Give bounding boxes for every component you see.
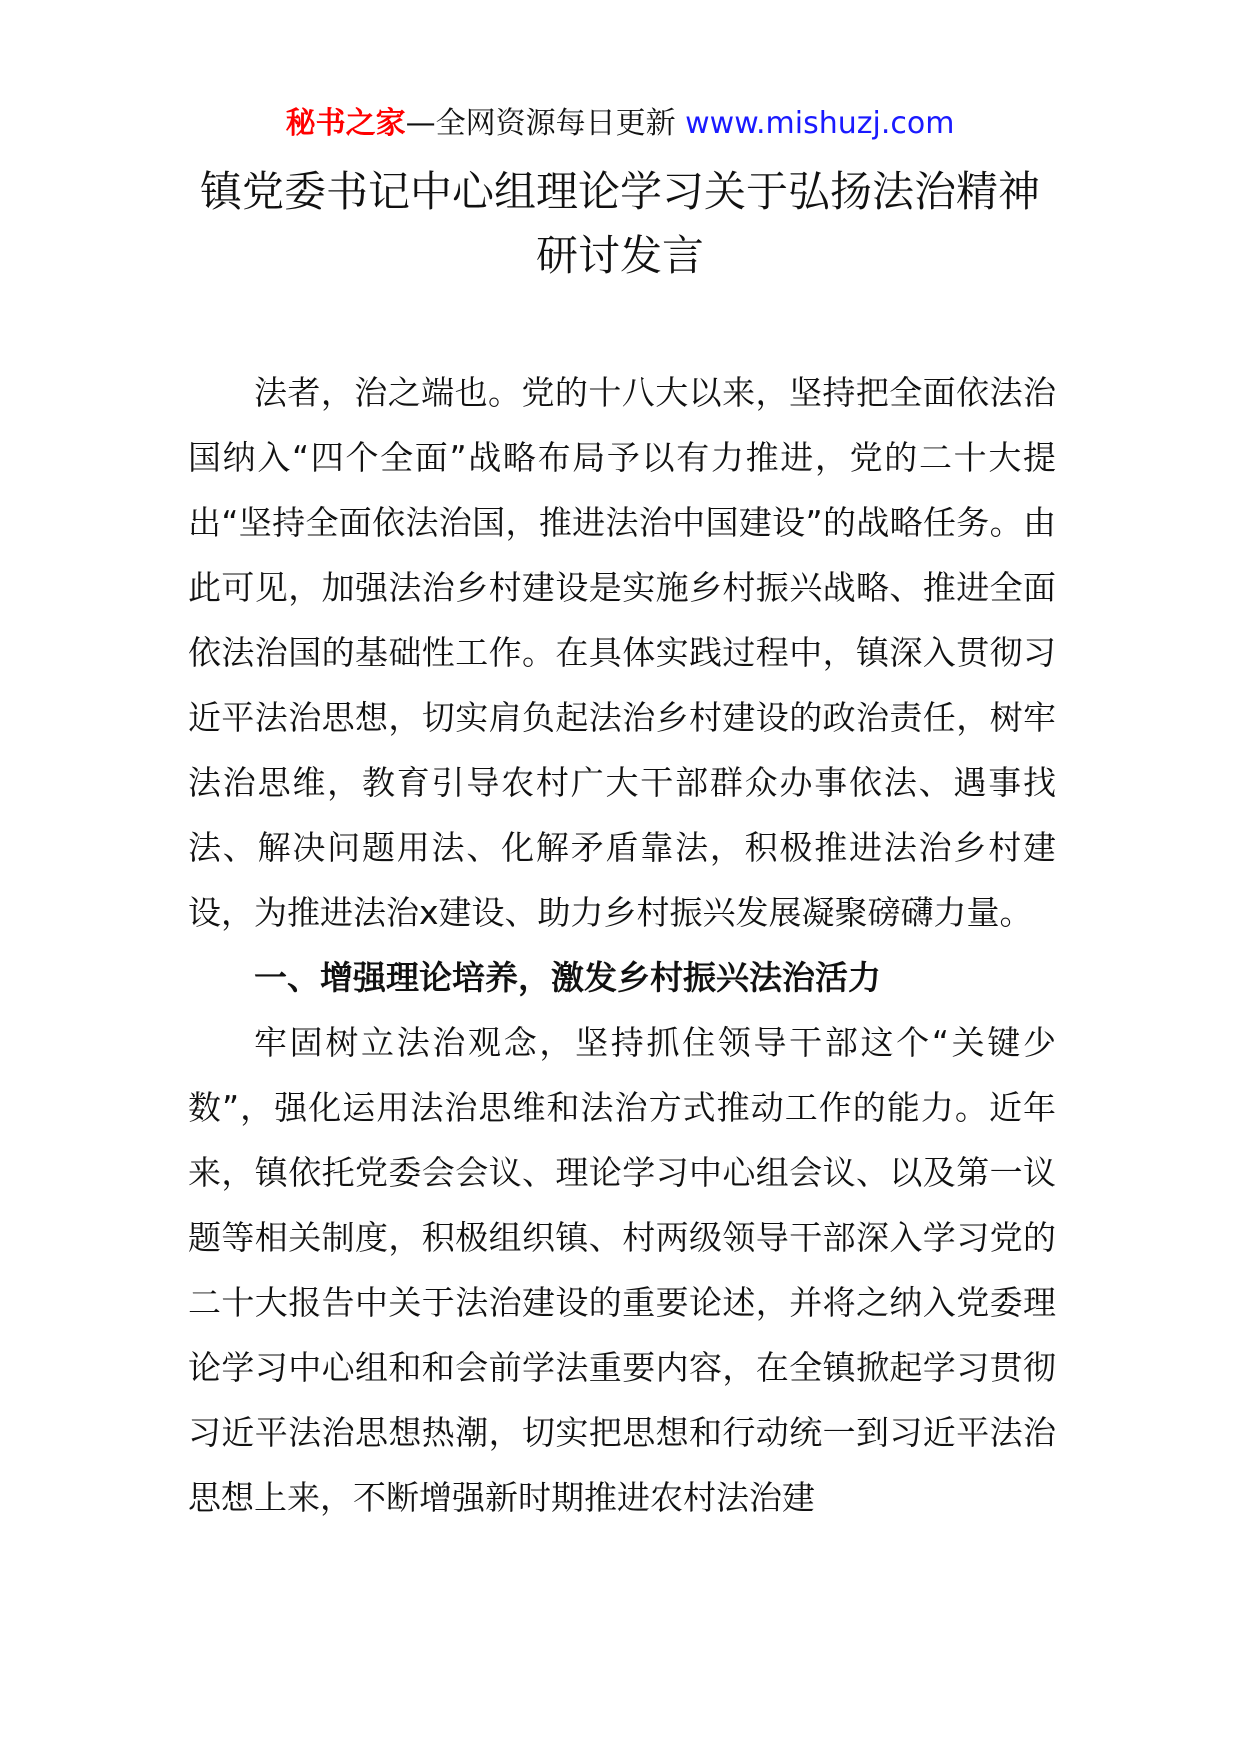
site-url-link[interactable]: www.mishuzj.com [685, 106, 955, 141]
site-tagline: —全网资源每日更新 [405, 106, 686, 141]
intro-paragraph: 法者，治之端也。党的十八大以来，坚持把全面依法治国纳入“四个全面”战略布局予以有力推进，党的二十大提出“坚持全面依法治国，推进法治中国建设”的战略任务。由此可见，加强法治乡村建设是实施乡村振兴战略、推进全面依法治国的基础性工作。在具体实践过程中，镇深入贯彻习近平法治思想，切实肩负起法治乡村建设的政治责任，树牢法治思维，教育引导农村广大干部群众办事依法、遇事找法、解决问题用法、化解矛盾靠法，积极推进法治乡村建设，为推进法治x建设、助力乡村振兴发展凝聚磅礴力量。 [188, 373, 1056, 932]
document-body [188, 360, 1056, 1530]
site-brand: 秘书之家 [285, 106, 406, 141]
section-heading-1: 一、增强理论培养，激发乡村振兴法治活力 [254, 958, 881, 997]
title-line-2: 研讨发言 [535, 231, 704, 280]
site-header [0, 104, 1240, 144]
title-line-1: 镇党委书记中心组理论学习关于弘扬法治精神 [199, 167, 1040, 216]
section-paragraph-1: 牢固树立法治观念，坚持抓住领导干部这个“关键少数”，强化运用法治思维和法治方式推动工作的能力。近年来，镇依托党委会会议、理论学习中心组会议、以及第一议题等相关制度，积极组织镇、村两级领导干部深入学习党的二十大报告中关于法治建设的重要论述，并将之纳入党委理论学习中心组和和会前学法重要内容，在全镇掀起学习贯彻习近平法治思想热潮，切实把思想和行动统一到习近平法治思想上来，不断增强新时期推进农村法治建 [188, 1023, 1056, 1517]
document-title [0, 160, 1240, 288]
